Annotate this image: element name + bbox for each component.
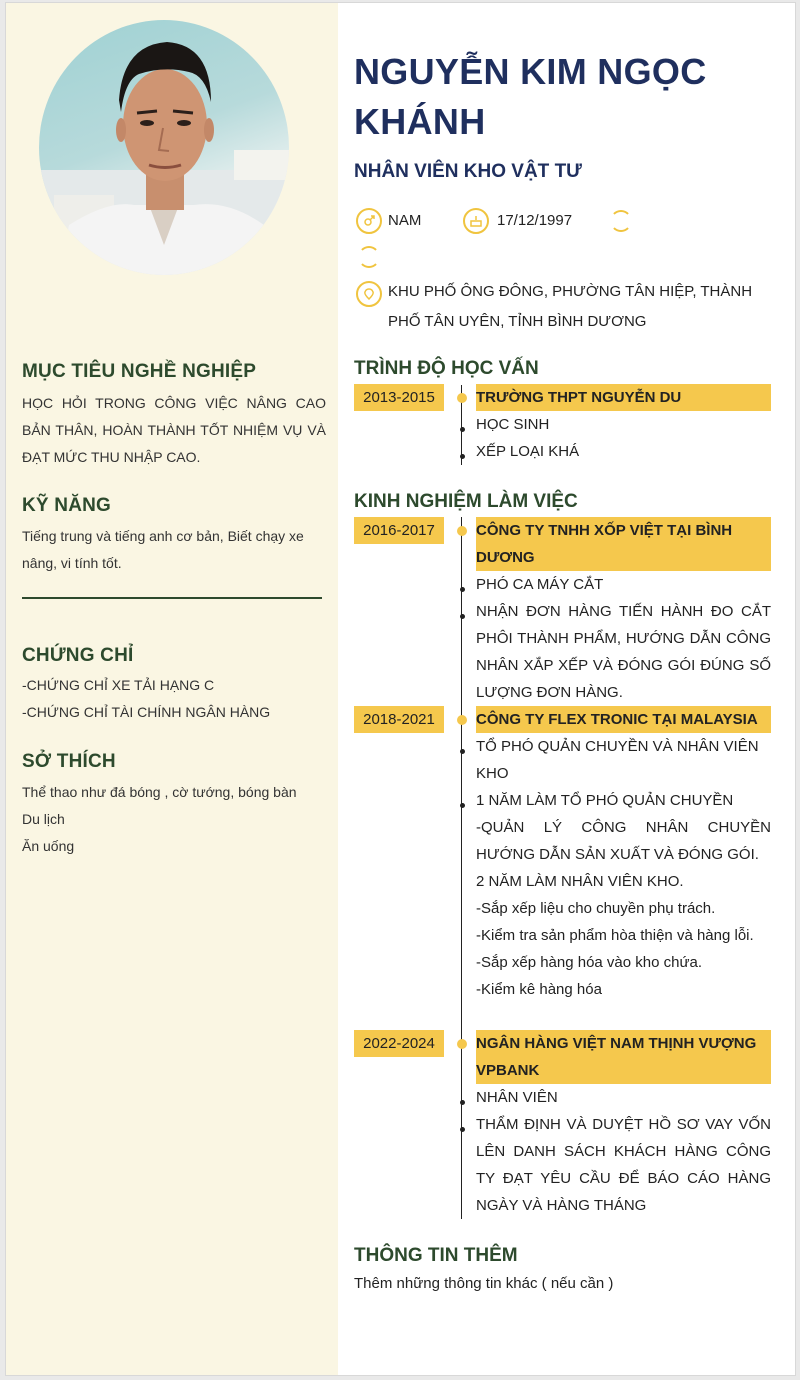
email-icon-placeholder: [358, 246, 380, 268]
gender-value: NAM: [388, 212, 422, 229]
timeline-dot: [457, 526, 467, 536]
experience-line: -QUẢN LÝ CÔNG NHÂN CHUYỀN HƯỚNG DẪN SẢN XUẤT VÀ ĐÓNG GÓI.: [476, 819, 771, 863]
address-value: KHU PHỐ ÔNG ĐÔNG, PHƯỜNG TÂN HIỆP, THÀNH PHỐ TÂN UYÊN, TỈNH BÌNH DƯƠNG: [388, 283, 753, 330]
hobby-item: Ăn uống: [22, 838, 75, 854]
experience-line: THẨM ĐỊNH VÀ DUYỆT HỒ SƠ VAY VỐN LÊN DANH SÁCH KHÁCH HÀNG CÔNG TY ĐẠT YÊU CẦU ĐỂ BÁO CÁO HÀNG NGÀY VÀ HÀNG THÁNG: [476, 1116, 771, 1214]
birthday-value: 17/12/1997: [497, 212, 573, 229]
location-pin-icon: [356, 281, 382, 307]
resume-page: [5, 2, 796, 1376]
experience-title: KINH NGHIỆM LÀM VIỆC: [354, 491, 578, 512]
timeline-dot: [457, 715, 467, 725]
education-years: 2013-2015: [354, 384, 444, 411]
extra-info-text: Thêm những thông tin khác ( nếu cần ): [354, 1275, 614, 1292]
certificates-title: CHỨNG CHỈ: [22, 645, 134, 666]
bullet-dot: [460, 749, 465, 754]
education-school: TRƯỜNG THPT NGUYỄN DU: [476, 384, 771, 411]
bullet-dot: [460, 587, 465, 592]
skills-title: KỸ NĂNG: [22, 495, 112, 516]
avatar: [39, 20, 289, 275]
experience-line: TỔ PHÓ QUẢN CHUYỀN VÀ NHÂN VIÊN KHO: [476, 738, 759, 782]
education-line: HỌC SINH: [476, 416, 550, 433]
job-title: NHÂN VIÊN KHO VẬT TƯ: [354, 161, 582, 182]
experience-line: PHÓ CA MÁY CẮT: [476, 576, 604, 593]
bullet-dot: [460, 614, 465, 619]
skills-text: Tiếng trung và tiếng anh cơ bản, Biết chạy xe nâng, vi tính tốt.: [22, 528, 304, 571]
experience-line: -Sắp xếp liệu cho chuyền phụ trách.: [476, 900, 716, 917]
experience-timeline: [461, 517, 462, 1219]
bullet-dot: [460, 1127, 465, 1132]
experience-line: -Kiểm tra sản phẩm hòa thiện và hàng lỗi.: [476, 927, 754, 944]
experience-company: NGÂN HÀNG VIỆT NAM THỊNH VƯỢNG VPBANK: [476, 1030, 771, 1084]
education-line: XẾP LOẠI KHÁ: [476, 443, 580, 460]
experience-line: 2 NĂM LÀM NHÂN VIÊN KHO.: [476, 873, 684, 890]
hobbies-title: SỞ THÍCH: [22, 751, 116, 772]
sidebar: [6, 3, 338, 1375]
portrait-illustration: [39, 20, 289, 275]
objective-title: MỤC TIÊU NGHỀ NGHIỆP: [22, 361, 257, 382]
bullet-dot: [460, 1100, 465, 1105]
certificate-item: -CHỨNG CHỈ TÀI CHÍNH NGÂN HÀNG: [22, 704, 271, 720]
experience-line: NHÂN VIÊN: [476, 1089, 558, 1106]
hobby-item: Thể thao như đá bóng , cờ tướng, bóng bàn: [22, 784, 297, 800]
sidebar-divider: [22, 597, 322, 599]
extra-info-title: THÔNG TIN THÊM: [354, 1245, 518, 1266]
timeline-dot: [457, 1039, 467, 1049]
experience-line: 1 NĂM LÀM TỔ PHÓ QUẢN CHUYỀN: [476, 792, 734, 809]
bullet-dot: [460, 427, 465, 432]
hobby-item: Du lịch: [22, 811, 65, 827]
experience-line: NHẬN ĐƠN HÀNG TIẾN HÀNH ĐO CẮT PHÔI THÀNH PHẨM, HƯỚNG DẪN CÔNG NHÂN XẮP XẾP VÀ ĐÓNG GÓI ĐÚNG SỐ LƯỢNG ĐƠN HÀNG.: [476, 603, 771, 701]
candidate-name: NGUYỄN KIM NGỌC KHÁNH: [354, 51, 707, 142]
gender-icon: [356, 208, 382, 234]
bullet-dot: [460, 454, 465, 459]
phone-icon-placeholder: [610, 210, 632, 232]
objective-text: HỌC HỎI TRONG CÔNG VIỆC NÂNG CAO BẢN THÂN, HOÀN THÀNH TỐT NHIỆM VỤ VÀ ĐẠT MỨC THU NHẬP CAO.: [22, 395, 326, 465]
experience-years: 2022-2024: [354, 1030, 444, 1057]
timeline-dot: [457, 393, 467, 403]
experience-years: 2016-2017: [354, 517, 444, 544]
experience-company: CÔNG TY FLEX TRONIC TẠI MALAYSIA: [476, 706, 771, 733]
birthday-cake-icon: [463, 208, 489, 234]
bullet-dot: [460, 803, 465, 808]
experience-line: -Kiểm kê hàng hóa: [476, 981, 602, 998]
experience-line: -Sắp xếp hàng hóa vào kho chứa.: [476, 954, 703, 971]
certificate-item: -CHỨNG CHỈ XE TẢI HẠNG C: [22, 677, 215, 693]
experience-company: CÔNG TY TNHH XỐP VIỆT TẠI BÌNH DƯƠNG: [476, 517, 771, 571]
education-title: TRÌNH ĐỘ HỌC VẤN: [354, 358, 539, 379]
experience-years: 2018-2021: [354, 706, 444, 733]
